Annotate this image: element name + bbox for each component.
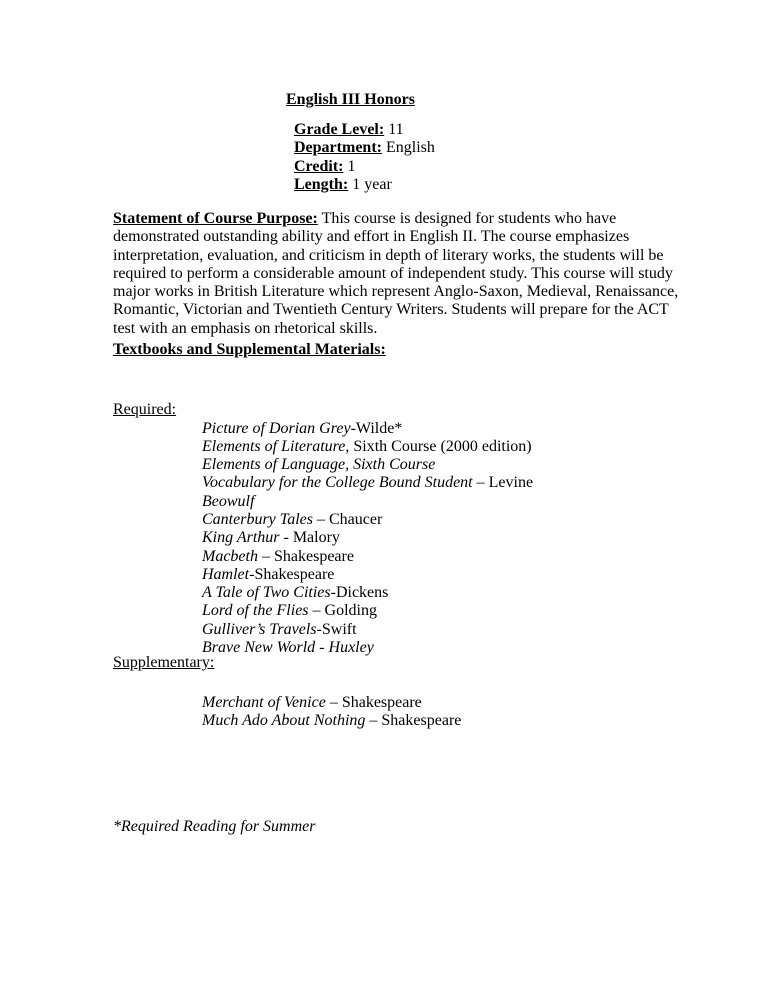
info-grade-level: Grade Level: 11 — [294, 121, 404, 138]
book-author: – Levine — [472, 474, 534, 492]
book-author: - Malory — [279, 529, 340, 547]
book-title: Gulliver’s Travels — [202, 620, 317, 638]
book-item — [202, 566, 533, 584]
book-item — [202, 493, 533, 511]
book-item — [202, 529, 533, 547]
purpose-line: interpretation, evaluation, and criticism in depth of literary works, the students will be — [113, 246, 664, 264]
book-author: – Golding — [308, 602, 377, 620]
purpose-line: test with an emphasis on rhetorical skills. — [113, 319, 378, 337]
info-length: Length: 1 year — [294, 175, 392, 193]
book-author: – Shakespeare — [257, 547, 354, 565]
required-label: Required: — [113, 401, 177, 418]
footnote: *Required Reading for Summer — [113, 818, 316, 835]
book-author: -Dickens — [330, 584, 389, 602]
book-item — [202, 712, 461, 730]
book-title: Vocabulary for the College Bound Student — [202, 474, 473, 492]
purpose-line: Romantic, Victorian and Twentieth Century Writers. Students will prepare for the ACT — [113, 301, 669, 319]
purpose-label: Statement of Course Purpose: — [113, 210, 318, 227]
materials-heading: Textbooks and Supplemental Materials: — [113, 341, 386, 358]
book-item — [202, 438, 533, 456]
book-title: King Arthur — [202, 529, 280, 547]
book-author: -Wilde* — [350, 419, 403, 437]
book-title: Hamlet — [202, 565, 250, 583]
book-title: Much Ado About Nothing — [202, 712, 366, 730]
info-department: Department: English — [294, 139, 435, 157]
info-credit: Credit: 1 — [294, 157, 356, 175]
book-title: Beowulf — [202, 492, 255, 510]
book-item — [202, 511, 533, 529]
purpose-line: demonstrated outstanding ability and effort in English II. The course emphasizes — [113, 228, 630, 246]
book-item — [202, 548, 533, 566]
supplementary-list — [202, 694, 461, 731]
page-title: English III Honors — [286, 91, 415, 108]
book-title: Elements of Literature — [202, 437, 346, 455]
course-info — [294, 121, 435, 194]
book-title: Elements of Language, Sixth Course — [202, 456, 436, 474]
purpose-line: major works in British Literature which represent Anglo-Saxon, Medieval, Renaissance, — [113, 283, 679, 301]
course-purpose: Statement of Course Purpose: This course is designed for students who have demonstrated outstanding ability and effort in English II. The course emphasizes interpretation, evaluation, and criticism in depth of literary works, the students will be required to perform a considerable amount of independent study. This course will study major works in British Literature which represent Anglo-Saxon, Medieval, Renaissance, Romantic, Victorian and Twentieth Century Writers. Students will prepare for the ACT test with an emphasis on rhetorical skills. — [113, 210, 679, 337]
book-item — [202, 420, 533, 438]
book-title: Picture of Dorian Grey — [202, 419, 351, 437]
book-author: -Shakespeare — [249, 565, 335, 583]
book-author: – Shakespeare — [325, 694, 422, 711]
book-item — [202, 694, 461, 712]
book-item — [202, 639, 533, 657]
purpose-line: required to perform a considerable amount of independent study. This course will study — [113, 264, 673, 282]
book-title: Merchant of Venice — [202, 694, 326, 711]
book-item — [202, 474, 533, 492]
book-author: – Shakespeare — [365, 712, 462, 730]
book-author: -Swift — [316, 620, 357, 638]
book-title: Lord of the Flies — [202, 602, 309, 620]
book-author: , Sixth Course (2000 edition) — [345, 437, 532, 455]
book-item — [202, 621, 533, 639]
book-title: Macbeth — [202, 547, 258, 565]
book-title: A Tale of Two Cities — [202, 584, 331, 602]
book-author: – Chaucer — [312, 510, 383, 528]
required-list — [202, 420, 533, 658]
book-item — [202, 602, 533, 620]
book-item — [202, 456, 533, 474]
book-item — [202, 584, 533, 602]
book-title: Canterbury Tales — [202, 510, 313, 528]
supplementary-label: Supplementary: — [113, 654, 215, 671]
book-title: Brave New World - Huxley — [202, 639, 374, 657]
